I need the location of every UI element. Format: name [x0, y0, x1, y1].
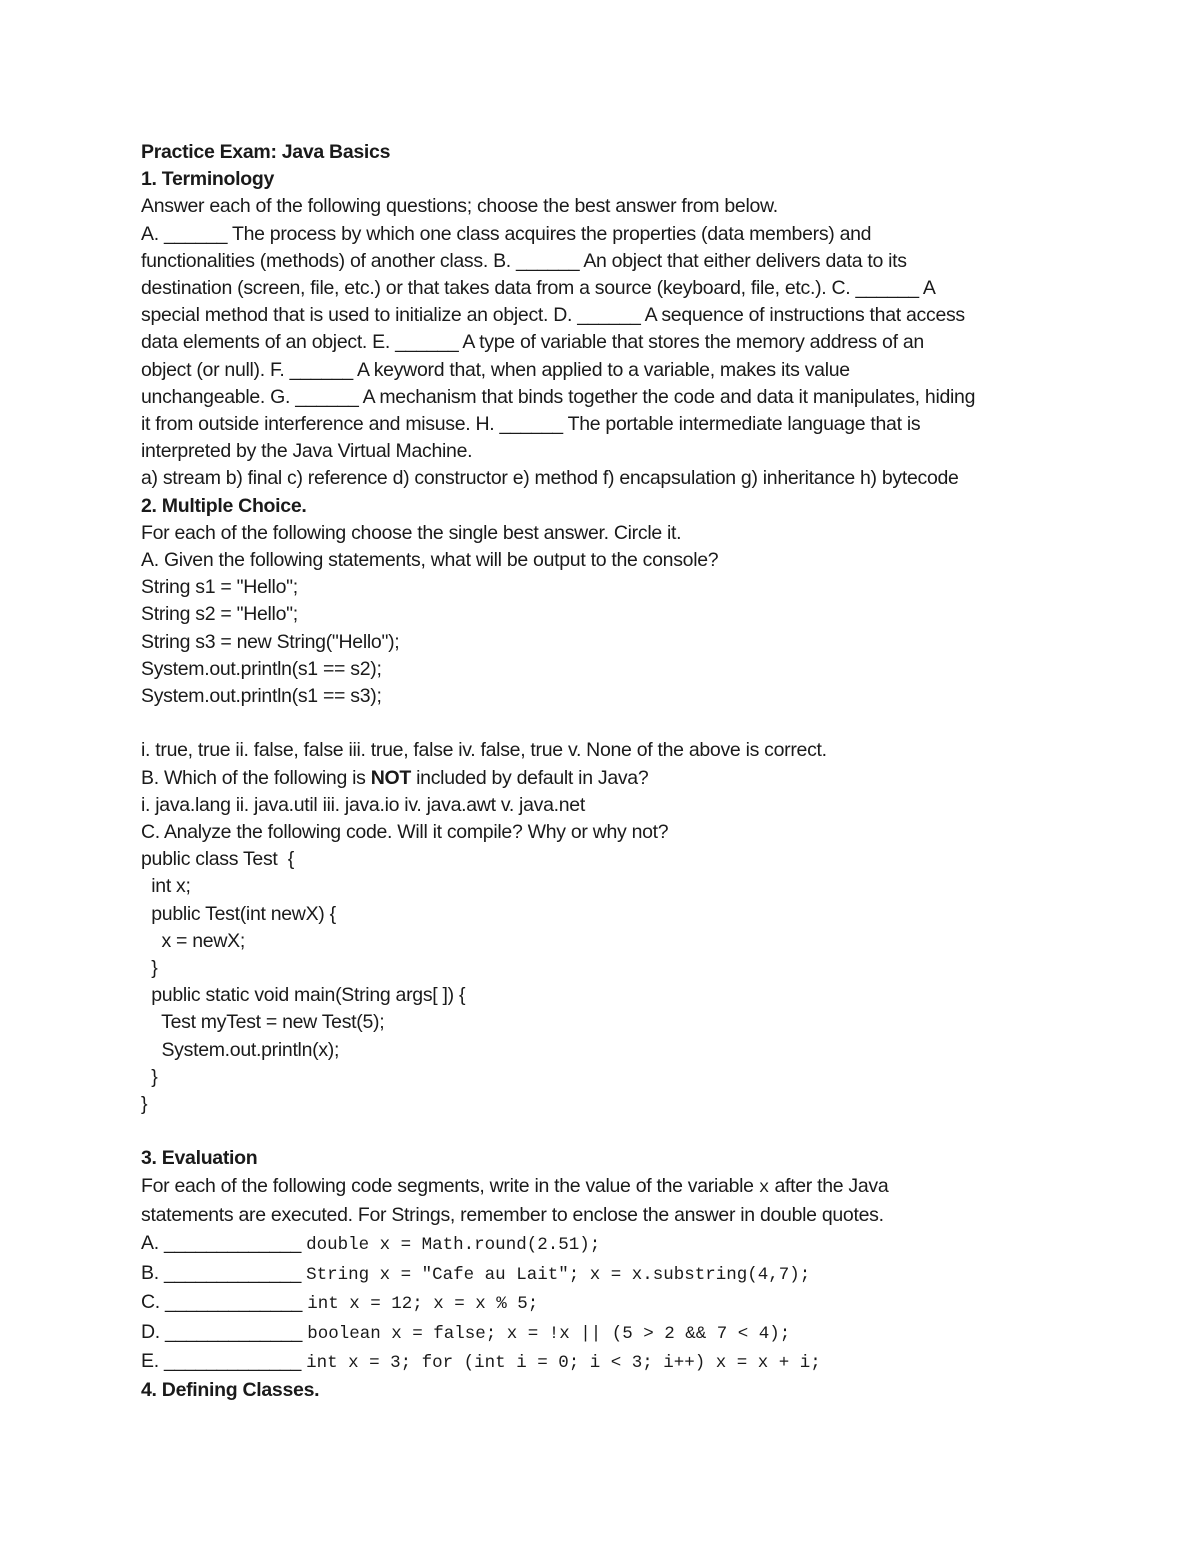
terminology-choices: a) stream b) final c) reference d) constructor e) method f) encapsulation g) inheritance h) bytecode [141, 467, 959, 490]
code-line: } [141, 1093, 148, 1116]
answer-blank: E. _____________ [141, 1350, 307, 1373]
evaluation-item [141, 1318, 1081, 1348]
code-line: public class Test { [141, 848, 294, 871]
code-line: Test myTest = new Test(5); [141, 1011, 385, 1034]
spacer [141, 1118, 1081, 1145]
section-3-intro-2: statements are executed. For Strings, remember to enclose the answer in double quotes. [141, 1203, 884, 1226]
question-b-emphasis: NOT [370, 766, 412, 789]
code-segment: String x = "Cafe au Lait"; x = x.substring(4,7); [306, 1264, 811, 1285]
code-line: x = newX; [141, 929, 245, 952]
code-line: System.out.println(s1 == s2); [141, 657, 382, 680]
question-b-text: B. Which of the following is [141, 766, 371, 789]
section-1-heading: 1. Terminology [141, 168, 275, 191]
question-b-text-end: included by default in Java? [411, 766, 649, 789]
evaluation-item [141, 1259, 1081, 1289]
section-2-heading: 2. Multiple Choice. [141, 494, 307, 517]
question-c: C. Analyze the following code. Will it compile? Why or why not? [141, 821, 669, 844]
answer-blank: A. _____________ [141, 1232, 307, 1255]
code-segment: double x = Math.round(2.51); [306, 1235, 601, 1256]
section-3-intro-text: For each of the following code segments, write in the value of the variable [141, 1174, 759, 1197]
evaluation-item [141, 1288, 1081, 1318]
code-segment: int x = 3; for (int i = 0; i < 3; i++) x = x + i; [306, 1353, 821, 1374]
section-4-heading: 4. Defining Classes. [141, 1378, 320, 1401]
code-line: String s3 = new String("Hello"); [141, 630, 400, 653]
terminology-line: it from outside interference and misuse. H. ______ The portable intermediate language that is [141, 413, 921, 436]
question-a-options: i. true, true ii. false, false iii. true, false iv. false, true v. None of the above is correct. [141, 739, 827, 762]
evaluation-item [141, 1347, 1081, 1377]
terminology-line: unchangeable. G. ______ A mechanism that binds together the code and data it manipulates, hiding [141, 385, 976, 408]
question-b [141, 765, 1081, 792]
section-3-heading: 3. Evaluation [141, 1147, 258, 1170]
code-line: } [141, 1065, 158, 1088]
question-b-options: i. java.lang ii. java.util iii. java.io iv. java.awt v. java.net [141, 793, 585, 816]
code-line: public static void main(String args[ ]) { [141, 984, 466, 1007]
code-line: System.out.println(x); [141, 1038, 340, 1061]
answer-blank: B. _____________ [141, 1261, 307, 1284]
section-2-intro: For each of the following choose the single best answer. Circle it. [141, 521, 682, 544]
question-a: A. Given the following statements, what will be output to the console? [141, 549, 719, 572]
section-3-intro-text-end: after the Java [769, 1174, 889, 1197]
code-line: System.out.println(s1 == s3); [141, 685, 382, 708]
code-segment: boolean x = false; x = !x || (5 > 2 && 7 < 4); [307, 1323, 791, 1344]
terminology-line: object (or null). F. ______ A keyword that, when applied to a variable, makes its value [141, 358, 850, 381]
page-title: Practice Exam: Java Basics [141, 141, 391, 163]
evaluation-item [141, 1229, 1081, 1259]
terminology-line: functionalities (methods) of another class. B. ______ An object that either delivers data to its [141, 249, 907, 272]
code-line: } [141, 957, 158, 980]
section-1-intro: Answer each of the following questions; choose the best answer from below. [141, 195, 778, 218]
variable-name: x [758, 1177, 770, 1198]
code-line: int x; [141, 875, 191, 898]
code-line: String s2 = "Hello"; [141, 603, 298, 626]
terminology-line: destination (screen, file, etc.) or that takes data from a source (keyboard, file, etc.). C. ______ A [141, 277, 936, 300]
code-line: public Test(int newX) { [141, 902, 336, 925]
code-segment: int x = 12; x = x % 5; [307, 1294, 539, 1315]
spacer [141, 710, 1081, 737]
terminology-line: data elements of an object. E. ______ A type of variable that stores the memory address of an [141, 331, 924, 354]
terminology-line: A. ______ The process by which one class acquires the properties (data members) and [141, 222, 872, 245]
terminology-line: special method that is used to initialize an object. D. ______ A sequence of instructions that access [141, 304, 965, 327]
answer-blank: D. _____________ [141, 1320, 308, 1343]
answer-blank: C. _____________ [141, 1291, 308, 1314]
code-line: String s1 = "Hello"; [141, 576, 298, 599]
section-3-intro [141, 1173, 1081, 1202]
terminology-line: interpreted by the Java Virtual Machine. [141, 440, 473, 463]
exam-document [141, 139, 1081, 1404]
